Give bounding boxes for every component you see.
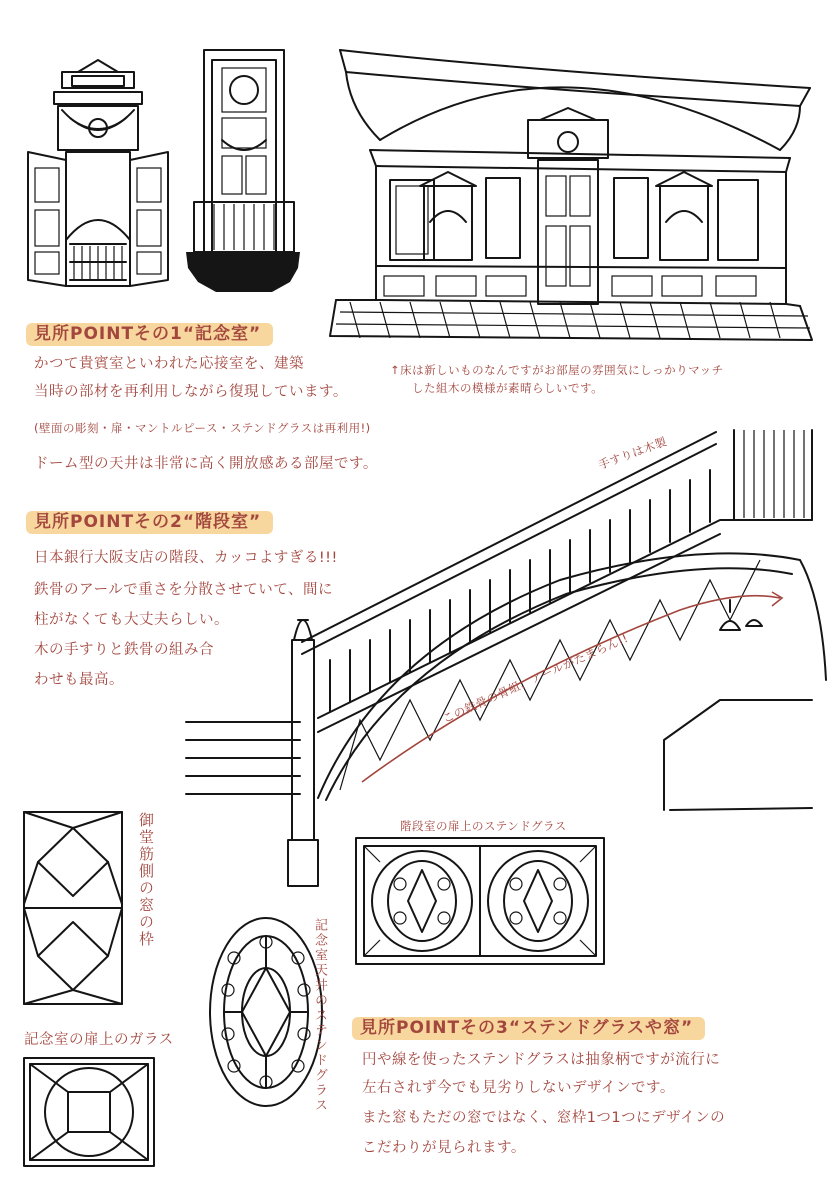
door-illustration-balcony	[186, 50, 300, 292]
point1-line: ドーム型の天井は非常に高く開放感ある部屋です。	[34, 456, 378, 472]
ceiling-stained-glass-illustration	[210, 918, 322, 1106]
floor-note-line: した組木の模様が素晴らしいです。	[412, 381, 604, 395]
stair-glass-caption: 階段室の扉上のステンドグラス	[400, 819, 567, 833]
point3-line: こだわりが見られます。	[362, 1140, 526, 1156]
point3-title: 見所POINTその3“ステンドグラスや窓”	[360, 1018, 694, 1038]
door-glass-caption: 記念室の扉上のガラス	[24, 1032, 174, 1048]
point2-line: 日本銀行大阪支店の階段、カッコよすぎる!!!	[34, 550, 338, 566]
door-illustration-open	[28, 60, 168, 286]
side-window-frame-illustration	[24, 812, 122, 1004]
point1-title: 見所POINTその1“記念室”	[34, 324, 262, 344]
point1-heading	[28, 318, 267, 345]
door-top-glass-illustration	[24, 1058, 154, 1166]
point3-line: 円や線を使ったステンドグラスは抽象柄ですが流行に	[362, 1052, 721, 1068]
point1-line: かつて貴賓室といわれた応接室を、建築	[34, 356, 304, 372]
handrail-label: 手すりは木製	[596, 434, 669, 473]
point3-line: また窓もただの窓ではなく、窓枠1つ1つにデザインの	[362, 1110, 726, 1126]
memorial-room-illustration	[330, 50, 812, 340]
point3-heading	[354, 1012, 699, 1039]
point2-line: 鉄骨のアールで重さを分散させていて、間に	[34, 582, 333, 598]
arch-arrow	[362, 592, 782, 782]
point2-line: 木の手すりと鉄骨の組み合	[34, 642, 214, 658]
point2-line: 柱がなくても大丈夫らしい。	[34, 612, 229, 628]
point2-title: 見所POINTその2“階段室”	[34, 512, 262, 532]
point2-heading	[28, 506, 267, 533]
arch-label: この鉄骨の骨組、アールがたまらん!!	[440, 630, 631, 726]
point1-line: 当時の部材を再利用しながら復現しています。	[34, 384, 348, 400]
side-window-caption: 御堂筋側の窓の枠	[137, 812, 155, 948]
stair-door-stained-glass-illustration	[356, 838, 604, 964]
point1-line: (壁面の彫刻・扉・マントルピース・ステンドグラスは再利用!)	[34, 421, 371, 435]
point3-line: 左右されず今でも見劣りしないデザインです。	[362, 1080, 675, 1096]
floor-note-line: ↑床は新しいものなんですがお部屋の雰囲気にしっかりマッチ	[390, 363, 724, 377]
point2-line: わせも最高。	[34, 672, 124, 688]
ceiling-glass-caption: 記念室天井のステンドグラス	[312, 918, 327, 1113]
